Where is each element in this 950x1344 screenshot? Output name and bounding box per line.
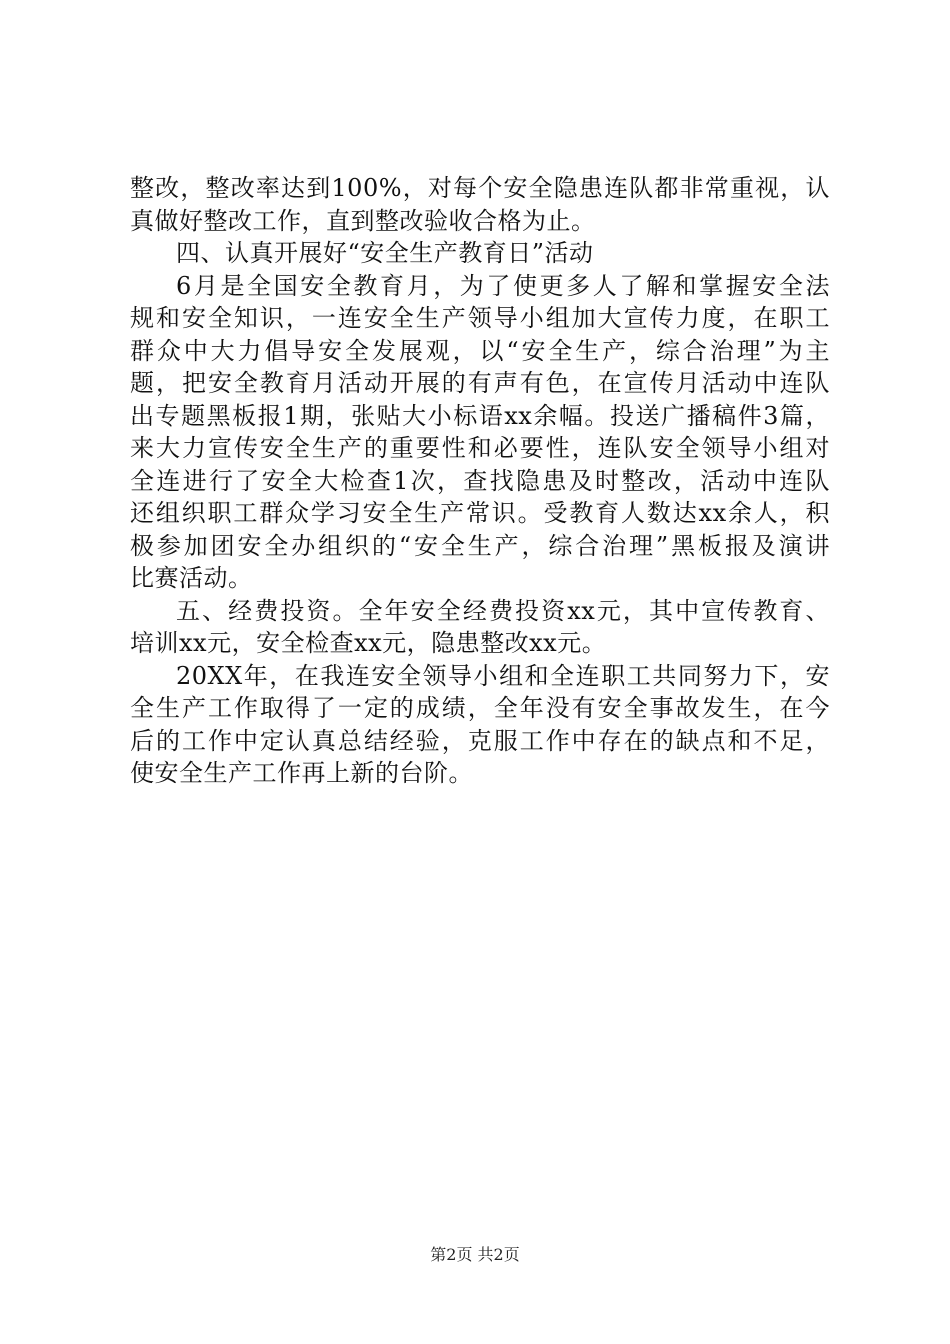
text-line: 群众中大力倡导安全发展观，以“安全生产，综合治理”为主 (130, 336, 830, 365)
text-line: 出专题黑板报1期，张贴大小标语xx余幅。投送广播稿件3篇， (130, 401, 830, 430)
text-line: 五、经费投资。全年安全经费投资xx元，其中宣传教育、 (176, 596, 830, 625)
text-line: 比赛活动。 (130, 564, 253, 592)
text-line: 四、认真开展好“安全生产教育日”活动 (176, 239, 594, 267)
text-line: 20XX年，在我连安全领导小组和全连职工共同努力下，安 (176, 661, 830, 690)
text-line: 真做好整改工作，直到整改验收合格为止。 (130, 206, 596, 235)
text-line: 6月是全国安全教育月，为了使更多人了解和掌握安全法 (176, 271, 830, 300)
text-line: 培训xx元，安全检查xx元，隐患整改xx元。 (130, 629, 607, 657)
text-line: 整改，整改率达到100%，对每个安全隐患连队都非常重视，认 (130, 174, 830, 202)
text-line: 全连进行了安全大检查1次，查找隐患及时整改，活动中连队 (130, 466, 830, 495)
document-body (130, 172, 830, 790)
text-line: 极参加团安全办组织的“安全生产，综合治理”黑板报及演讲 (130, 531, 830, 560)
page-footer: 第2页 共2页 (430, 1245, 520, 1264)
text-line: 后的工作中定认真总结经验，克服工作中存在的缺点和不足， (130, 726, 830, 755)
text-line: 题，把安全教育月活动开展的有声有色，在宣传月活动中连队 (130, 369, 830, 397)
text-line: 使安全生产工作再上新的台阶。 (130, 759, 473, 787)
text-line: 规和安全知识，一连安全生产领导小组加大宣传力度，在职工 (130, 304, 830, 332)
text-line: 来大力宣传安全生产的重要性和必要性，连队安全领导小组对 (130, 434, 830, 462)
text-line: 全生产工作取得了一定的成绩，全年没有安全事故发生，在今 (130, 694, 830, 722)
text-line: 还组织职工群众学习安全生产常识。受教育人数达xx余人，积 (130, 499, 830, 527)
